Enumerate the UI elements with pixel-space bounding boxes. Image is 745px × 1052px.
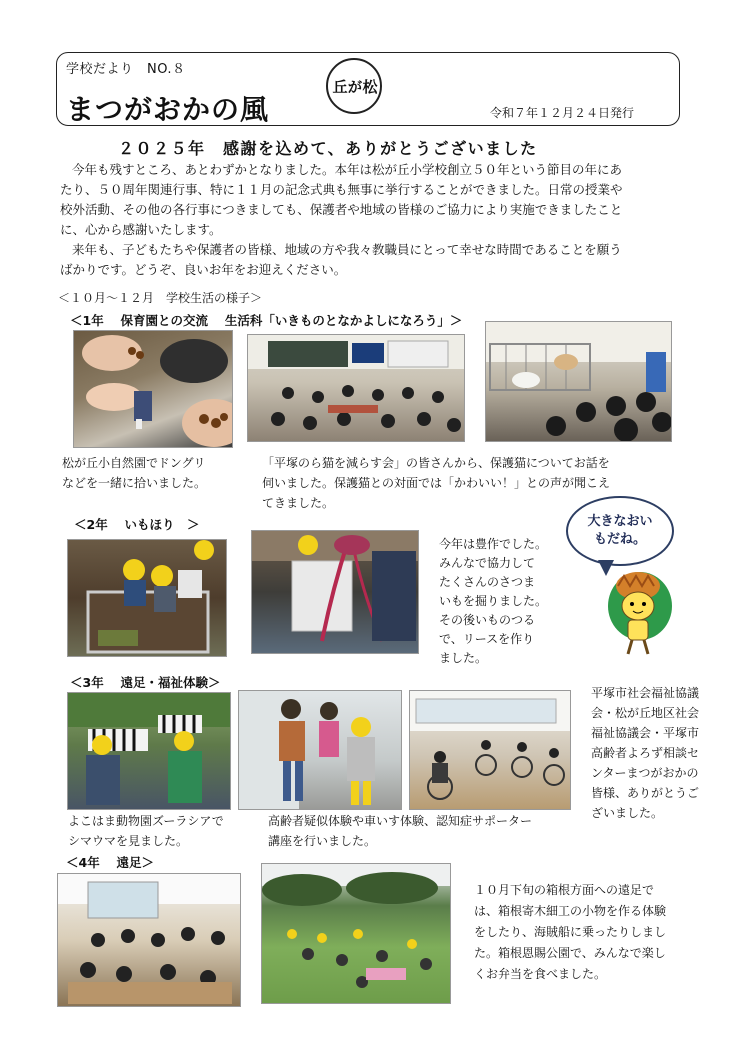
caption-line: 伺いました。保護猫との対面では「かわいい！」との声が聞こえ — [262, 476, 611, 490]
photo-cat-talk — [247, 334, 465, 442]
photo-sweet-potatoes — [251, 530, 419, 654]
intro-line: 今年も残すところ、あとわずかとなりました。本年は松が丘小学校創立５０年という節目の年にあ — [72, 162, 623, 177]
caption-line: たくさんのさつま — [439, 575, 536, 589]
caption-line: は、箱根寄木細工の小物を作る体験 — [474, 904, 667, 918]
school-seal-logo: 松 が 丘 — [326, 58, 382, 114]
intro-line: たり、５０周年関連行事、特に１１月の記念式典も無事に挙行することができました。日常の授業や — [60, 182, 623, 197]
grade2-heading: ＜2年 いもほり ＞ — [74, 517, 200, 532]
intro-line: に、心から感謝いたします。 — [60, 222, 222, 237]
period-heading: ＜１０月～１２月 学校生活の様子＞ — [58, 291, 263, 305]
caption-line: 今年は豊作でした。 — [439, 537, 548, 551]
grade1-caption-left — [62, 453, 206, 493]
caption-line: 講座を行いました。 — [268, 834, 377, 848]
caption-line: くお弁当を食べました。 — [474, 967, 607, 981]
bubble-line: 大きなおい — [587, 514, 653, 529]
mascot-illustration — [602, 566, 678, 662]
caption-line: １０月下旬の箱根方面への遠足で — [474, 883, 655, 897]
caption-line: いもを掘りました。 — [439, 594, 548, 608]
caption-line: をしたり、海賊船に乗ったりしまし — [474, 925, 667, 939]
caption-line: 「平塚のら猫を減らす会」の皆さんから、保護猫についてお話を — [262, 456, 610, 470]
grade3-heading: ＜3年 遠足・福祉体験＞ — [70, 675, 221, 690]
photo-zebras — [67, 692, 231, 810]
caption-line: た。箱根恩賜公園で、みんなで楽し — [474, 946, 666, 960]
photo-protected-cats — [485, 321, 672, 442]
grade4-caption — [474, 880, 666, 985]
caption-line: みんなで協力して — [439, 556, 536, 570]
photo-park-lunch — [261, 863, 451, 1004]
grade3-caption-mid — [268, 811, 532, 851]
grade1-heading: ＜1年 保育園との交流 生活科「いきものとなかよしになろう」＞ — [70, 313, 463, 328]
grade4-heading: ＜4年 遠足＞ — [66, 855, 155, 870]
bubble-line: もだね。 — [593, 532, 646, 547]
caption-line: などを一緒に拾いました。 — [62, 476, 207, 490]
caption-line: で、リースを作り — [439, 632, 535, 646]
caption-line: 松が丘小自然園でドングリ — [62, 456, 206, 470]
photo-wheelchair — [409, 690, 571, 810]
intro-line: 来年も、子どもたちや保護者の皆様、地域の方や我々教職員にとって幸せな時間であることを願う — [72, 242, 622, 257]
photo-woodwork — [57, 873, 241, 1007]
caption-line: シマウマを見ました。 — [68, 834, 189, 848]
intro-line: ばかりです。どうぞ、良いお年をお迎えください。 — [60, 262, 347, 277]
photo-elderly-simulation — [238, 690, 402, 810]
grade3-caption-left — [68, 811, 224, 851]
thanks-line: 会・松が丘地区社会 — [591, 706, 700, 720]
thanks-line: 平塚市社会福祉協議 — [591, 686, 700, 700]
thanks-line: ざいました。 — [591, 806, 664, 820]
thanks-line: 高齢者よろず相談セ — [591, 746, 700, 760]
caption-line: 高齢者疑似体験や車いす体験、認知症サポーター — [268, 814, 533, 828]
caption-line: よこはま動物園ズーラシアで — [68, 814, 224, 828]
grade2-caption — [439, 535, 547, 668]
intro-text — [60, 160, 690, 280]
issue-number: 学校だより NO.８ — [66, 62, 186, 77]
caption-line: ました。 — [439, 651, 488, 665]
issue-date: 令和７年１２月２４日発行 — [490, 106, 635, 120]
thanks-line: 福祉協議会・平塚市 — [591, 726, 700, 740]
caption-line: てきました。 — [262, 496, 335, 510]
caption-line: その後いものつる — [439, 613, 536, 627]
thanks-line: 皆様、ありがとうご — [591, 786, 700, 800]
thanks-line: ンターまつがおかの — [591, 766, 699, 780]
newsletter-title: まつがおかの風 — [66, 93, 270, 126]
intro-line: 校外活動、その他の各行事につきましても、保護者や地域の皆様のご協力により実施できましたこと — [60, 202, 623, 217]
photo-acorns — [73, 330, 233, 448]
speech-bubble — [566, 496, 674, 566]
headline: ２０２５年 感謝を込めて、ありがとうございました — [118, 139, 538, 158]
grade3-thanks — [591, 683, 699, 823]
grade1-caption-right — [262, 453, 610, 513]
photo-potato-dig — [67, 539, 227, 657]
